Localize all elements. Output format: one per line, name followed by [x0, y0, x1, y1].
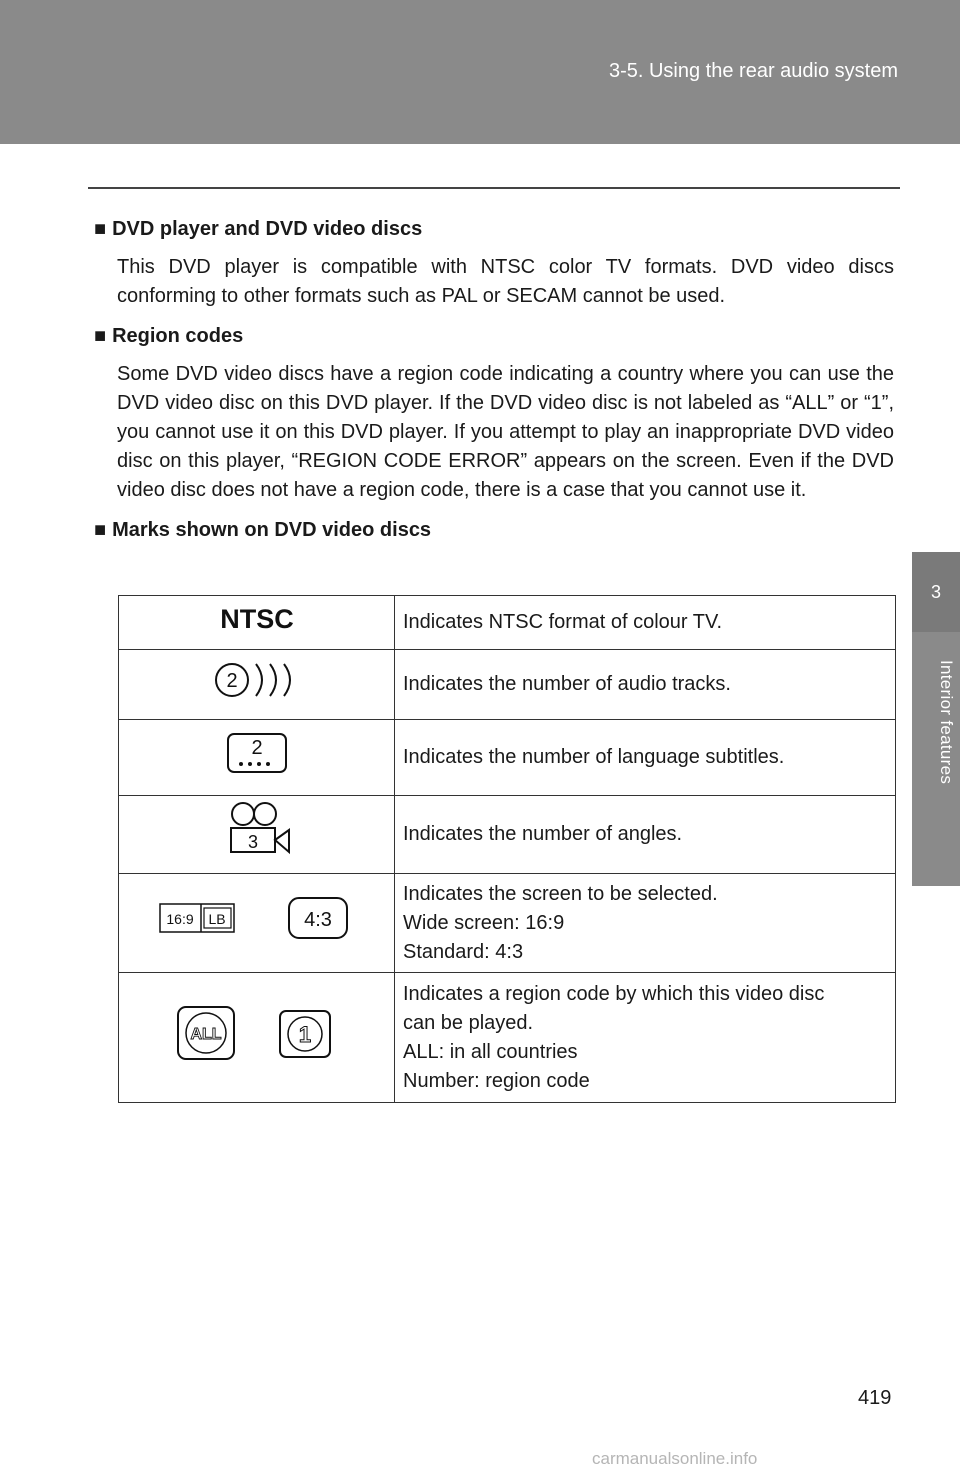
chapter-side-tab	[912, 552, 960, 886]
region-code-icon	[172, 1001, 342, 1065]
page-header	[0, 0, 960, 144]
table-row	[119, 596, 896, 650]
region-all-label: ALL	[189, 1026, 222, 1043]
letterbox-label: LB	[207, 910, 226, 927]
screen-format-icon	[157, 894, 357, 944]
table-row	[119, 650, 896, 720]
subtitles-icon	[222, 728, 292, 778]
subtitles-number: 2	[250, 737, 263, 759]
ntsc-mark-text: NTSC	[219, 604, 294, 634]
standard-screen-label: 4:3	[303, 908, 332, 931]
top-divider	[88, 187, 900, 189]
region-number-label: 1	[298, 1022, 311, 1047]
table-row	[119, 874, 896, 973]
section-heading	[94, 516, 894, 545]
page-content	[94, 215, 894, 545]
mark-icon-cell	[119, 650, 395, 720]
bullet-square-icon: ■	[94, 519, 107, 541]
chapter-number: 3	[930, 581, 941, 602]
mark-icon-cell	[119, 720, 395, 796]
section-heading	[94, 215, 894, 244]
audio-tracks-icon	[212, 655, 302, 705]
mark-description: Indicates the screen to be selected. Wide screen: 16:9 Standard: 4:3	[395, 874, 896, 973]
watermark: carmanualsonline.info	[592, 1449, 758, 1468]
mark-description: Indicates NTSC format of colour TV.	[395, 596, 896, 650]
mark-icon-cell	[119, 874, 395, 973]
disc-marks-table	[118, 595, 896, 1103]
wide-screen-label: 16:9	[165, 910, 194, 927]
section-title: 3-5. Using the rear audio system	[608, 60, 898, 82]
section-paragraph: Some DVD video discs have a region code indicating a country where you can use the DVD video disc on this DVD player. If the DVD video disc is not labeled as “ALL” or “1”, you cannot use it on this DVD player. If you attempt to play an inappropriate DVD video disc on this player, “REGION CODE ERROR” appears on the screen. Even if the DVD video disc does not have a region code, there is a case that you cannot use it.	[117, 363, 894, 501]
bullet-square-icon: ■	[94, 325, 107, 347]
section-paragraph: This DVD player is compatible with NTSC color TV formats. DVD video discs conforming to other formats such as PAL or SECAM cannot be used.	[117, 256, 894, 307]
camera-angles-number: 3	[247, 832, 258, 852]
ntsc-mark-icon	[207, 600, 307, 636]
section-heading-text: Marks shown on DVD video discs	[112, 519, 432, 541]
mark-description: Indicates the number of language subtitles.	[395, 720, 896, 796]
table-row	[119, 973, 896, 1103]
mark-description: Indicates the number of audio tracks.	[395, 650, 896, 720]
bullet-square-icon: ■	[94, 218, 107, 240]
audio-tracks-number: 2	[225, 670, 238, 692]
mark-icon-cell	[119, 796, 395, 874]
chapter-label: Interior features	[937, 660, 956, 785]
camera-angles-icon	[217, 798, 297, 862]
table-row	[119, 796, 896, 874]
section-heading-text: Region codes	[112, 325, 244, 347]
table-row	[119, 720, 896, 796]
mark-icon-cell	[119, 596, 395, 650]
mark-description: Indicates a region code by which this video disc can be played. ALL: in all countries Number: region code	[395, 973, 896, 1103]
page-number: 419	[858, 1387, 892, 1409]
mark-description: Indicates the number of angles.	[395, 796, 896, 874]
section-heading	[94, 322, 894, 351]
section-heading-text: DVD player and DVD video discs	[112, 218, 423, 240]
mark-icon-cell	[119, 973, 395, 1103]
chapter-number-box	[912, 552, 960, 632]
